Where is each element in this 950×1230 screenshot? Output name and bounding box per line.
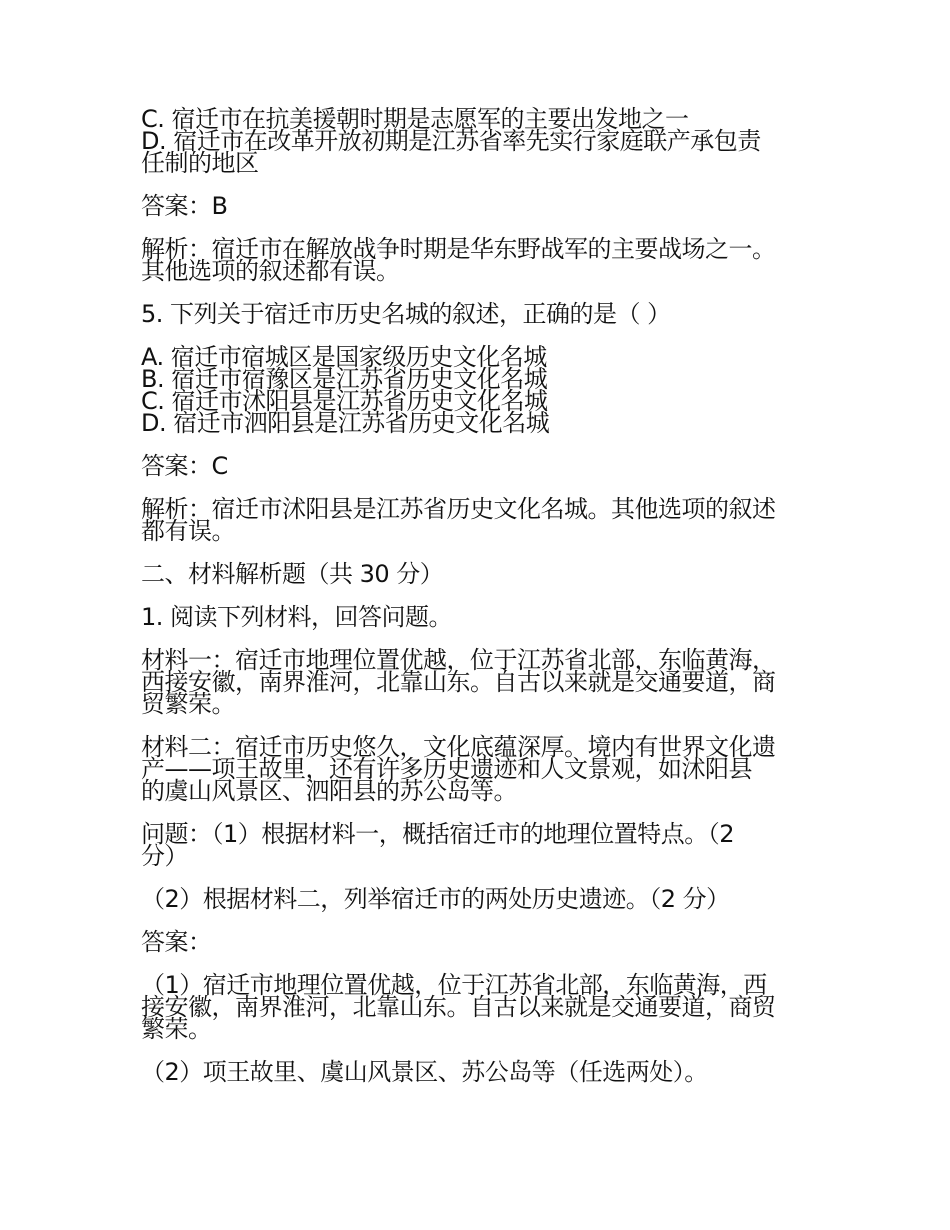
q5-analysis bbox=[141, 495, 821, 545]
section2-heading: 二、材料解析题（共 30 分） bbox=[141, 560, 444, 588]
q5-analysis-line2: 都有误。 bbox=[141, 517, 235, 545]
section2-q1: 1. 阅读下列材料，回答问题。 bbox=[141, 603, 453, 631]
q4-analysis bbox=[141, 235, 821, 285]
material-one-line1: 材料一：宿迁市地理位置优越，位于江苏省北部，东临黄海， bbox=[141, 646, 776, 674]
q5-question: 5. 下列关于宿迁市历史名城的叙述，正确的是（ ） bbox=[141, 300, 671, 328]
q5-options bbox=[141, 343, 821, 437]
material-two bbox=[141, 733, 821, 805]
q4-option-d-line2: 任制的地区 bbox=[141, 149, 259, 177]
question-two: （2）根据材料二，列举宿迁市的两处历史遗迹。（2 分） bbox=[141, 885, 730, 913]
question-one-line1: 问题：（1）根据材料一，概括宿迁市的地理位置特点。（2 bbox=[141, 820, 735, 848]
answer-label: 答案： bbox=[141, 928, 212, 956]
q5-analysis-line1: 解析：宿迁市沭阳县是江苏省历史文化名城。其他选项的叙述 bbox=[141, 495, 776, 523]
q4-answer: 答案：B bbox=[141, 192, 228, 220]
material-one bbox=[141, 646, 821, 718]
answer-two: （2）项王故里、虞山风景区、苏公岛等（任选两处）。 bbox=[141, 1058, 708, 1086]
material-two-line3: 的虞山风景区、泗阳县的苏公岛等。 bbox=[141, 777, 517, 805]
q4-option-d-line1: D. 宿迁市在改革开放初期是江苏省率先实行家庭联产承包责 bbox=[141, 127, 761, 155]
material-two-line1: 材料二：宿迁市历史悠久，文化底蕴深厚。境内有世界文化遗 bbox=[141, 733, 776, 761]
answer-one-line3: 繁荣。 bbox=[141, 1015, 212, 1043]
question-one bbox=[141, 820, 821, 870]
answer-one-line1: （1）宿迁市地理位置优越，位于江苏省北部，东临黄海，西 bbox=[141, 971, 767, 999]
document-page bbox=[141, 105, 821, 1104]
material-two-line2: 产——项王故里，还有许多历史遗迹和人文景观，如沭阳县 bbox=[141, 755, 752, 783]
q5-option-b: B. 宿迁市宿豫区是江苏省历史文化名城 bbox=[141, 365, 548, 393]
q5-option-d: D. 宿迁市泗阳县是江苏省历史文化名城 bbox=[141, 409, 550, 437]
q4-analysis-line2: 其他选项的叙述都有误。 bbox=[141, 257, 400, 285]
q4-option-c: C. 宿迁市在抗美援朝时期是志愿军的主要出发地之一 bbox=[141, 105, 689, 133]
answer-one bbox=[141, 971, 821, 1043]
question-one-line2: 分） bbox=[141, 842, 188, 870]
q5-answer: 答案：C bbox=[141, 452, 228, 480]
answer-one-line2: 接安徽，南界淮河，北靠山东。自古以来就是交通要道，商贸 bbox=[141, 993, 776, 1021]
material-one-line2: 西接安徽，南界淮河，北靠山东。自古以来就是交通要道，商 bbox=[141, 668, 776, 696]
q4-options-cd bbox=[141, 105, 821, 177]
q4-analysis-line1: 解析：宿迁市在解放战争时期是华东野战军的主要战场之一。 bbox=[141, 235, 776, 263]
q5-option-c: C. 宿迁市沭阳县是江苏省历史文化名城 bbox=[141, 387, 548, 415]
material-one-line3: 贸繁荣。 bbox=[141, 690, 235, 718]
q5-option-a: A. 宿迁市宿城区是国家级历史文化名城 bbox=[141, 343, 547, 371]
